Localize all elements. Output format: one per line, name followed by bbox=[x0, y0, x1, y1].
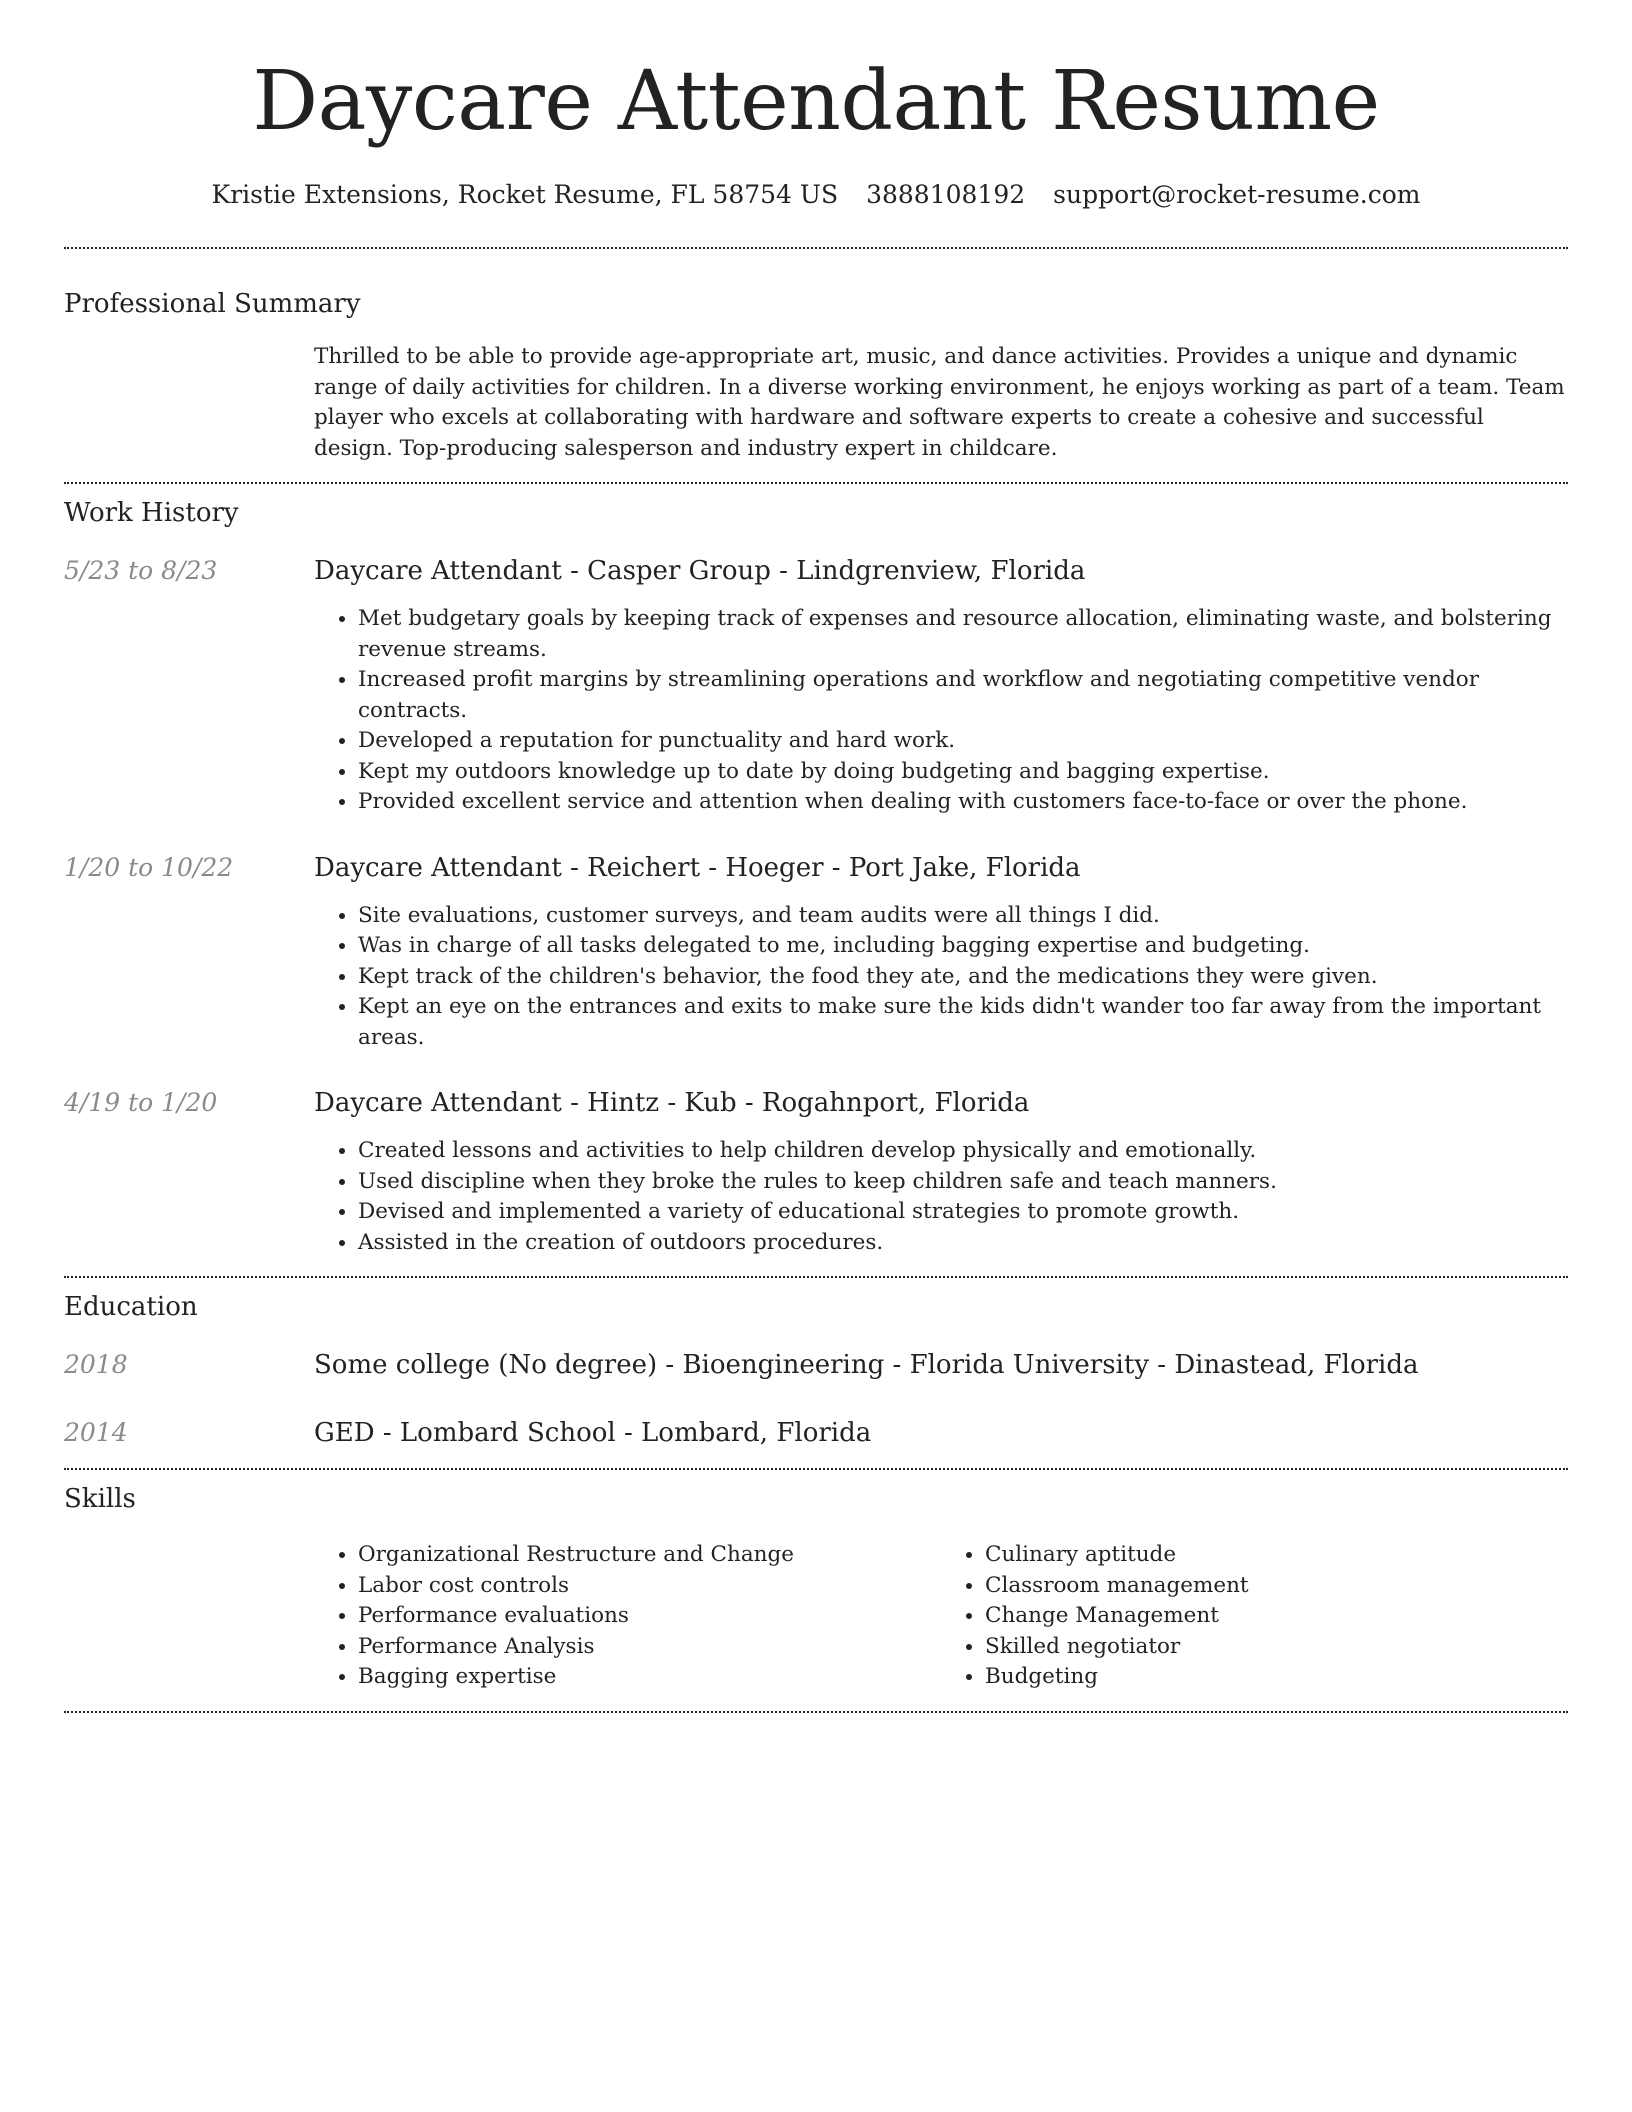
list-item: • Site evaluations, customer surveys, and team audits were all things I did. bbox=[358, 901, 1568, 932]
skills-column-2 bbox=[941, 1540, 1568, 1693]
divider bbox=[64, 1276, 1568, 1278]
job-dates: 5/23 to 8/23 bbox=[64, 556, 218, 585]
list-item: • Provided excellent service and attention when dealing with customers face-to-face or over the phone. bbox=[358, 787, 1568, 818]
job-entry bbox=[64, 851, 1568, 1054]
contact-line bbox=[64, 178, 1568, 212]
skills-column-1 bbox=[314, 1540, 941, 1693]
list-item: • Created lessons and activities to help children develop physically and emotionally. bbox=[358, 1136, 1568, 1167]
education-entry bbox=[64, 1416, 1568, 1450]
job-dates: 1/20 to 10/22 bbox=[64, 852, 234, 882]
skill-item: • Bagging expertise bbox=[358, 1662, 941, 1693]
list-item: • Kept an eye on the entrances and exits to make sure the kids didn't wander too far away from the important areas. bbox=[358, 992, 1568, 1053]
contact-email: support@rocket-resume.com bbox=[1053, 180, 1421, 209]
list-item: • Assisted in the creation of outdoors procedures. bbox=[358, 1228, 1568, 1259]
job-entry bbox=[64, 554, 1568, 818]
skills-heading: Skills bbox=[64, 1484, 136, 1514]
skill-item: • Performance evaluations bbox=[358, 1601, 941, 1632]
job-bullets bbox=[314, 1136, 1568, 1258]
summary-text: Thrilled to be able to provide age-appropriate art, music, and dance activities. Provides a unique and dynamic range of daily activities for children. In a diverse working environment, he enjoys working as part of a team. Team player who excels at collaborating with hardware and software experts to create a cohesive and successful design. Top-producing salesperson and industry expert in childcare. bbox=[314, 344, 1565, 461]
job-bullets bbox=[314, 604, 1568, 818]
job-title: Daycare Attendant - Hintz - Kub - Rogahnport, Florida bbox=[314, 1088, 1030, 1118]
education-year: 2018 bbox=[64, 1350, 128, 1379]
education-year: 2014 bbox=[64, 1418, 128, 1447]
contact-phone: 3888108192 bbox=[866, 180, 1026, 209]
job-bullets bbox=[314, 901, 1568, 1054]
job-entry bbox=[64, 1086, 1568, 1258]
skill-item: • Performance Analysis bbox=[358, 1632, 941, 1663]
list-item: • Met budgetary goals by keeping track of expenses and resource allocation, eliminating waste, and bolstering revenue streams. bbox=[358, 604, 1568, 665]
skill-item: • Classroom management bbox=[985, 1571, 1568, 1602]
education-heading: Education bbox=[64, 1292, 198, 1322]
skill-item: • Change Management bbox=[985, 1601, 1568, 1632]
list-item: • Devised and implemented a variety of educational strategies to promote growth. bbox=[358, 1197, 1568, 1228]
list-item: • Kept track of the children's behavior, the food they ate, and the medications they were given. bbox=[358, 962, 1568, 993]
divider bbox=[64, 1711, 1568, 1713]
summary-heading: Professional Summary bbox=[64, 289, 361, 319]
education-text: Some college (No degree) - Bioengineering - Florida University - Dinastead, Florida bbox=[314, 1350, 1419, 1380]
contact-address: Kristie Extensions, Rocket Resume, FL 58754 US bbox=[211, 180, 839, 209]
skill-item: • Culinary aptitude bbox=[985, 1540, 1568, 1571]
list-item: • Used discipline when they broke the rules to keep children safe and teach manners. bbox=[358, 1167, 1568, 1198]
divider bbox=[64, 247, 1568, 249]
job-dates: 4/19 to 1/20 bbox=[64, 1088, 218, 1117]
skill-item: • Organizational Restructure and Change bbox=[358, 1540, 941, 1571]
skill-item: • Skilled negotiator bbox=[985, 1632, 1568, 1663]
job-title: Daycare Attendant - Reichert - Hoeger - Port Jake, Florida bbox=[314, 852, 1081, 883]
list-item: • Developed a reputation for punctuality and hard work. bbox=[358, 726, 1568, 757]
job-title: Daycare Attendant - Casper Group - Lindgrenview, Florida bbox=[314, 556, 1086, 586]
resume-page bbox=[64, 0, 1568, 1713]
skill-item: • Budgeting bbox=[985, 1662, 1568, 1693]
list-item: • Was in charge of all tasks delegated to me, including bagging expertise and budgeting. bbox=[358, 931, 1568, 962]
education-entry bbox=[64, 1348, 1568, 1382]
divider bbox=[64, 482, 1568, 484]
divider bbox=[64, 1468, 1568, 1470]
skills-list bbox=[314, 1540, 1568, 1693]
list-item: • Kept my outdoors knowledge up to date by doing budgeting and bagging expertise. bbox=[358, 757, 1568, 788]
list-item: • Increased profit margins by streamlining operations and workflow and negotiating competitive vendor contracts. bbox=[358, 665, 1568, 726]
work-history-heading: Work History bbox=[64, 498, 239, 528]
resume-title: Daycare Attendant Resume bbox=[252, 54, 1380, 149]
education-text: GED - Lombard School - Lombard, Florida bbox=[314, 1418, 872, 1448]
skill-item: • Labor cost controls bbox=[358, 1571, 941, 1602]
